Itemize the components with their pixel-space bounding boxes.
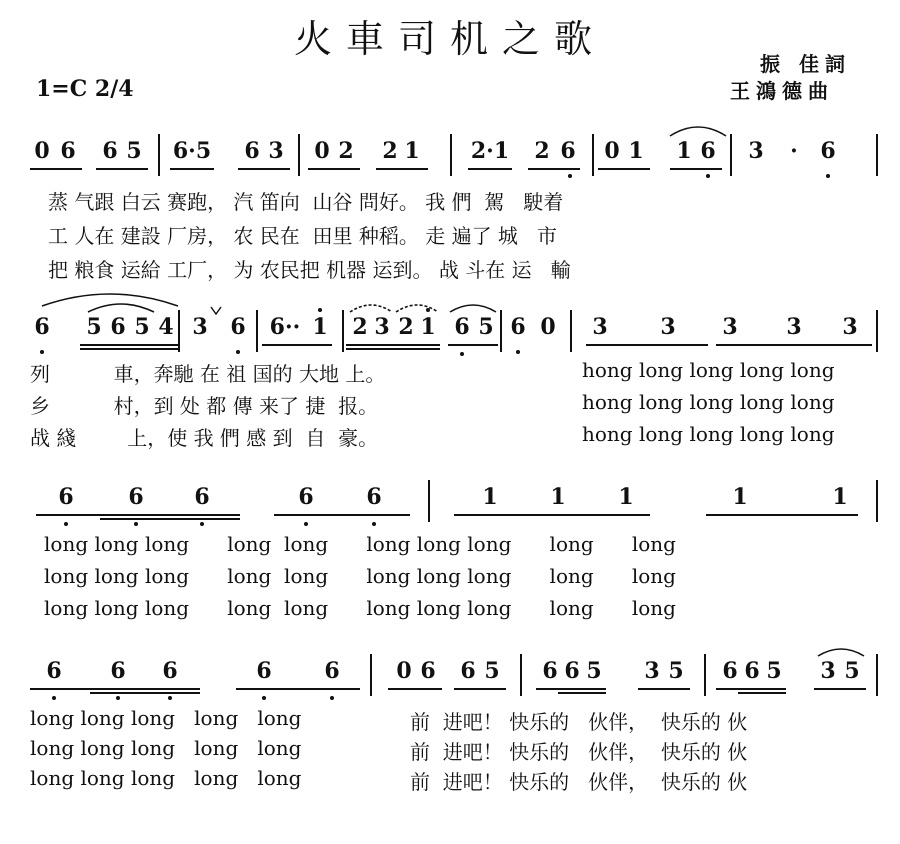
note: 0 xyxy=(540,314,556,340)
notation-row-2 xyxy=(30,310,880,350)
beam xyxy=(376,168,428,170)
note: 6 xyxy=(230,314,246,340)
beam xyxy=(468,168,512,170)
note: 1 xyxy=(420,314,436,340)
notation-row-1 xyxy=(30,134,880,174)
beam xyxy=(30,168,82,170)
note: 6 xyxy=(110,314,126,340)
slur xyxy=(86,300,156,314)
lyricist-credit: 振 佳詞 xyxy=(760,52,851,76)
beam xyxy=(528,168,580,170)
low-octave-dot xyxy=(330,696,334,700)
lyric-line: 前 进吧！ 快乐的 伙伴， 快乐的 伙 xyxy=(410,710,748,734)
beam xyxy=(536,688,606,690)
note: 4 xyxy=(158,314,174,340)
beam xyxy=(706,514,858,516)
beam xyxy=(36,514,240,516)
low-octave-dot xyxy=(168,696,172,700)
note: 6 xyxy=(256,658,272,684)
beam xyxy=(670,168,722,170)
note: 1 xyxy=(628,138,644,164)
note: 3 xyxy=(592,314,608,340)
bar-line xyxy=(704,654,706,696)
beam xyxy=(586,344,708,346)
note: 6 xyxy=(60,138,76,164)
lyric-line-latin: long long long long long long long long long long xyxy=(44,532,676,556)
note: 5 xyxy=(844,658,860,684)
lyric-line-latin: long long long long long long long long long long xyxy=(44,596,676,620)
low-octave-dot xyxy=(40,350,44,354)
notation-row-4 xyxy=(30,654,880,694)
note: 2 xyxy=(338,138,354,164)
low-octave-dot xyxy=(236,350,240,354)
note: 6 xyxy=(58,484,74,510)
note: 1 xyxy=(832,484,848,510)
composer-credit: 王鴻德曲 xyxy=(730,79,834,103)
slur xyxy=(394,300,440,314)
note: 6 xyxy=(744,658,760,684)
note: 1 xyxy=(618,484,634,510)
lyric-line: 战 綫 上，使 我 們 感 到 自 豪。 xyxy=(30,426,379,450)
beam xyxy=(238,168,290,170)
bar-line xyxy=(520,654,522,696)
note: 6 xyxy=(194,484,210,510)
low-octave-dot xyxy=(826,174,830,178)
slur xyxy=(668,122,728,138)
note: 5 xyxy=(766,658,782,684)
note: 6 xyxy=(542,658,558,684)
note: 1 xyxy=(482,484,498,510)
note: 5 xyxy=(668,658,684,684)
lyric-line: 前 进吧！ 快乐的 伙伴， 快乐的 伙 xyxy=(410,740,748,764)
note: 6 xyxy=(366,484,382,510)
note: 2·1 xyxy=(470,138,510,164)
note: 3 xyxy=(786,314,802,340)
note: 6 xyxy=(460,658,476,684)
note: 6 xyxy=(820,138,836,164)
note: 3 xyxy=(374,314,390,340)
beam xyxy=(716,344,872,346)
note: 3 xyxy=(722,314,738,340)
beam xyxy=(236,688,360,690)
bar-line xyxy=(876,310,878,352)
note: 3 xyxy=(660,314,676,340)
note: 2 xyxy=(398,314,414,340)
lyric-line: 蒸 气跟 白云 赛跑， 汽 笛向 山谷 問好。 我 們 駕 駛着 xyxy=(48,190,564,214)
low-octave-dot xyxy=(64,522,68,526)
note: 1 xyxy=(676,138,692,164)
beam xyxy=(274,514,410,516)
bar-line xyxy=(178,310,180,352)
note: 6 xyxy=(244,138,260,164)
low-octave-dot xyxy=(262,696,266,700)
bar-line xyxy=(298,134,300,176)
note: 3 xyxy=(820,658,836,684)
slur xyxy=(816,644,866,658)
note: 0 xyxy=(396,658,412,684)
note: 6·5 xyxy=(172,138,212,164)
beam xyxy=(30,688,200,690)
beam xyxy=(558,692,606,694)
note: 6·· xyxy=(269,314,301,340)
beam xyxy=(716,688,786,690)
song-title: 火車司机之歌 xyxy=(293,17,606,61)
note: 1 xyxy=(404,138,420,164)
low-octave-dot xyxy=(516,350,520,354)
beam xyxy=(100,518,240,520)
note: 5 xyxy=(478,314,494,340)
note: 5 xyxy=(484,658,500,684)
beam xyxy=(454,688,506,690)
lyric-line-latin: long long long long long xyxy=(30,736,302,760)
lyric-line-latin: hong long long long long xyxy=(582,358,835,382)
note: 6 xyxy=(700,138,716,164)
beam xyxy=(738,692,786,694)
note: 0 xyxy=(604,138,620,164)
beam xyxy=(598,168,650,170)
note: 0 xyxy=(314,138,330,164)
bar-line xyxy=(370,654,372,696)
note: 1 xyxy=(732,484,748,510)
note: 6 xyxy=(510,314,526,340)
note: 6 xyxy=(722,658,738,684)
beam xyxy=(454,514,650,516)
bar-line xyxy=(592,134,594,176)
bar-line xyxy=(876,480,878,522)
lyric-line-latin: hong long long long long xyxy=(582,422,835,446)
note: 3 xyxy=(192,314,208,340)
note: 6 xyxy=(128,484,144,510)
note: 5 xyxy=(126,138,142,164)
note: 5 xyxy=(134,314,150,340)
lyric-line: 把 粮食 运給 工厂， 为 农民把 机器 运到。 战 斗在 运 輸 xyxy=(48,258,571,282)
slur xyxy=(448,300,498,314)
beam xyxy=(346,348,440,350)
note: 6 xyxy=(560,138,576,164)
bar-line xyxy=(256,310,258,352)
bar-line xyxy=(450,134,452,176)
beam xyxy=(388,688,442,690)
beam xyxy=(308,168,360,170)
beam xyxy=(262,344,332,346)
beam xyxy=(90,692,200,694)
low-octave-dot xyxy=(568,174,572,178)
note: 2 xyxy=(534,138,550,164)
beam xyxy=(80,344,178,346)
lyric-line: 列 車，奔馳 在 祖 国的 大地 上。 xyxy=(30,362,386,386)
note: 1 xyxy=(550,484,566,510)
note: 6 xyxy=(454,314,470,340)
note: 6 xyxy=(46,658,62,684)
breath-mark xyxy=(210,306,222,316)
low-octave-dot xyxy=(304,522,308,526)
bar-line xyxy=(730,134,732,176)
note: 6 xyxy=(564,658,580,684)
lyric-line: 工 人在 建設 厂房， 农 民在 田里 种稻。 走 遍了 城 市 xyxy=(48,224,558,248)
key-signature: 1=C 2/4 xyxy=(36,76,134,102)
beam xyxy=(96,168,148,170)
bar-line xyxy=(570,310,572,352)
beam xyxy=(346,344,440,346)
note: 3 xyxy=(644,658,660,684)
low-octave-dot xyxy=(200,522,204,526)
high-octave-dot xyxy=(318,308,322,312)
note: 6 xyxy=(102,138,118,164)
note: 6 xyxy=(162,658,178,684)
bar-line xyxy=(876,654,878,696)
beam xyxy=(814,688,866,690)
low-octave-dot xyxy=(460,352,464,356)
note: 2 xyxy=(352,314,368,340)
note: · xyxy=(790,138,798,164)
note: 5 xyxy=(86,314,102,340)
low-octave-dot xyxy=(372,522,376,526)
note: 2 xyxy=(382,138,398,164)
beam xyxy=(638,688,690,690)
note: 3 xyxy=(748,138,764,164)
note: 6 xyxy=(298,484,314,510)
lyric-line-latin: hong long long long long xyxy=(582,390,835,414)
bar-line xyxy=(342,310,344,352)
low-octave-dot xyxy=(52,696,56,700)
low-octave-dot xyxy=(116,696,120,700)
note: 3 xyxy=(842,314,858,340)
lyric-line-latin: long long long long long xyxy=(30,706,302,730)
low-octave-dot xyxy=(134,522,138,526)
low-octave-dot xyxy=(706,174,710,178)
note: 6 xyxy=(324,658,340,684)
beam xyxy=(80,348,178,350)
bar-line xyxy=(500,310,502,352)
slur xyxy=(348,300,394,314)
note: 6 xyxy=(420,658,436,684)
notation-row-3 xyxy=(30,480,880,520)
lyric-line: 前 进吧！ 快乐的 伙伴， 快乐的 伙 xyxy=(410,770,748,794)
bar-line xyxy=(876,134,878,176)
beam xyxy=(448,344,498,346)
lyric-line-latin: long long long long long long long long long long xyxy=(44,564,676,588)
bar-line xyxy=(428,480,430,522)
note: 0 xyxy=(34,138,50,164)
lyric-line: 乡 村，到 处 都 傳 来了 捷 报。 xyxy=(30,394,379,418)
note: 3 xyxy=(268,138,284,164)
note: 1 xyxy=(312,314,328,340)
note: 6 xyxy=(110,658,126,684)
beam xyxy=(170,168,214,170)
note: 6 xyxy=(34,314,50,340)
bar-line xyxy=(158,134,160,176)
note: 5 xyxy=(586,658,602,684)
lyric-line-latin: long long long long long xyxy=(30,766,302,790)
